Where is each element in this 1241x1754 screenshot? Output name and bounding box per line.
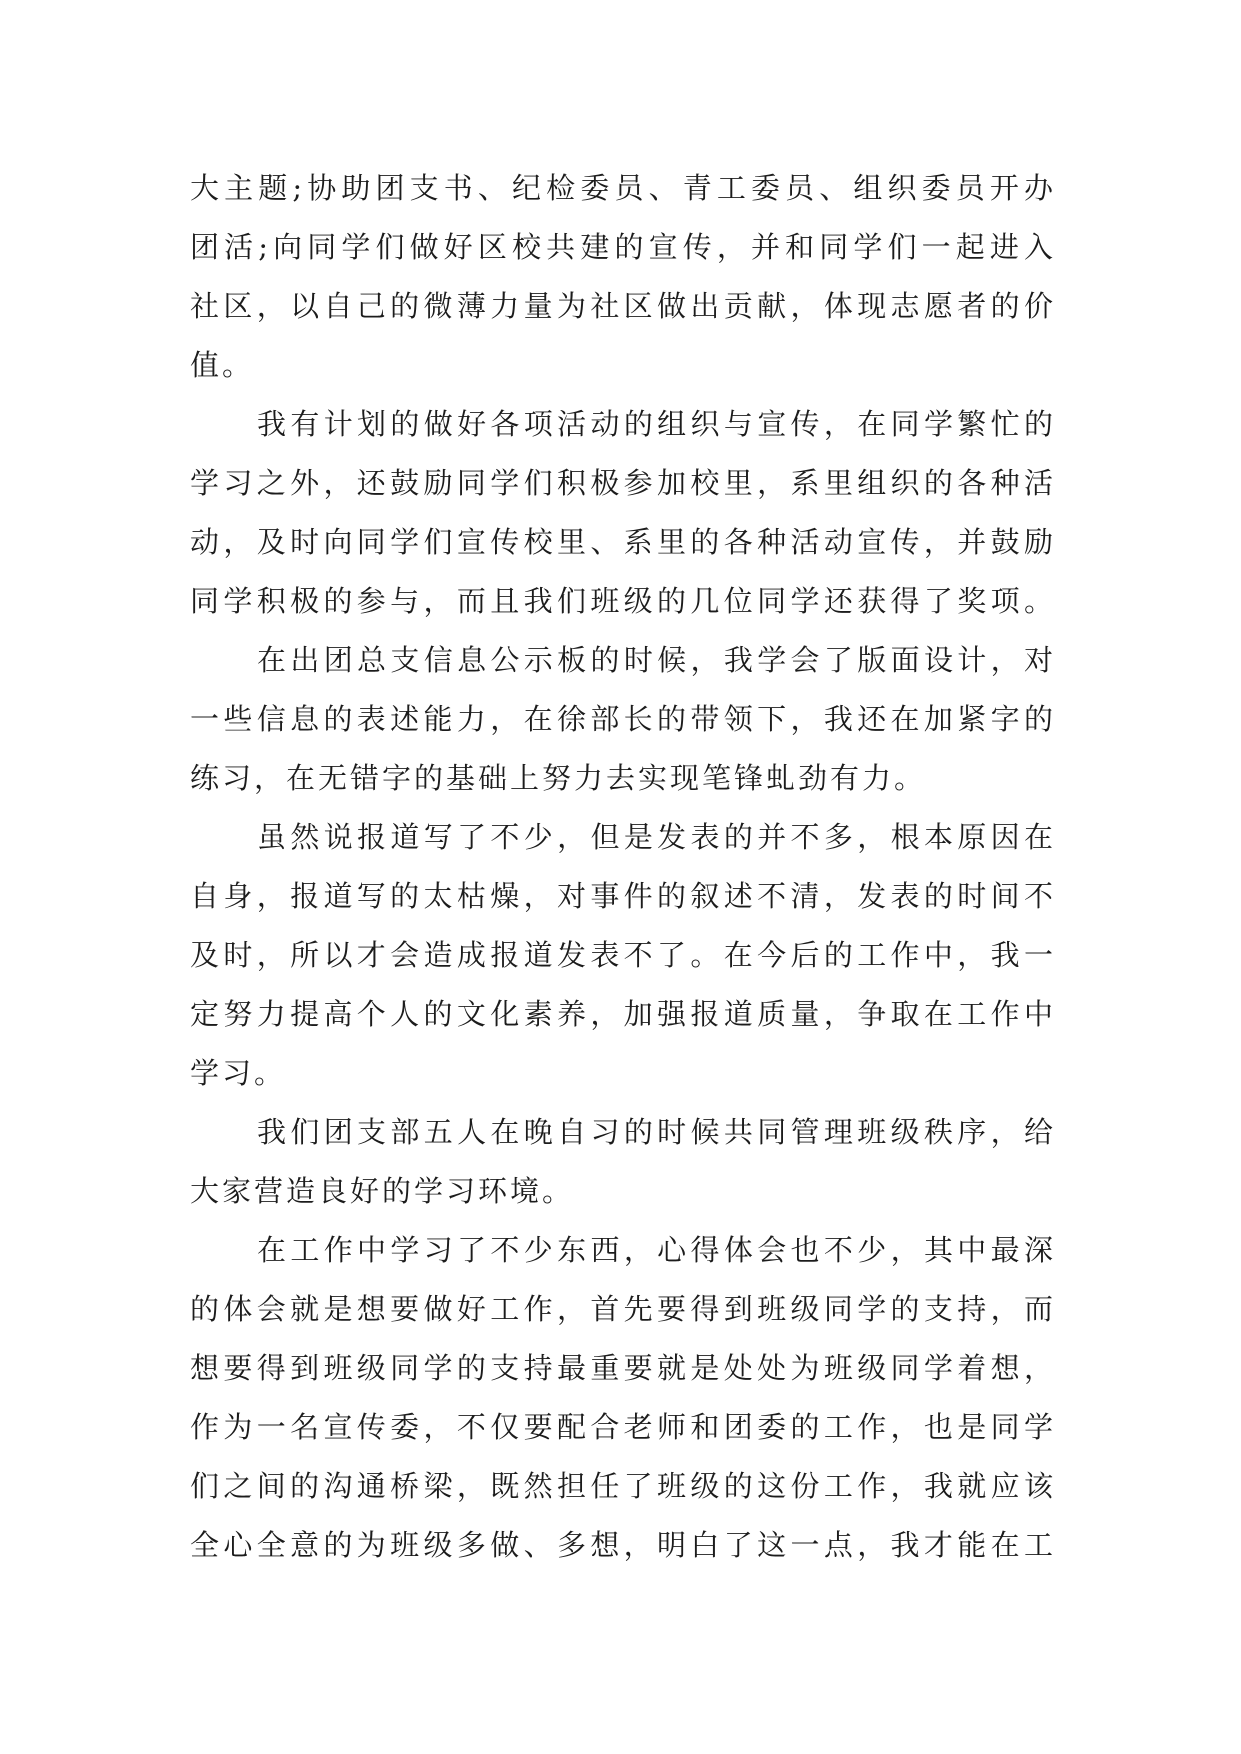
text-line: 社区，以自己的微薄力量为社区做出贡献，体现志愿者的价 (190, 289, 1056, 323)
text-line: 动，及时向同学们宣传校里、系里的各种活动宣传，并鼓励 (190, 525, 1056, 559)
text-line: 想要得到班级同学的支持最重要就是处处为班级同学着想， (190, 1351, 1056, 1385)
text-line: 我们团支部五人在晚自习的时候共同管理班级秩序，给 (257, 1115, 1056, 1149)
text-line: 定努力提高个人的文化素养，加强报道质量，争取在工作中 (190, 997, 1056, 1031)
text-line: 一些信息的表述能力，在徐部长的带领下，我还在加紧字的 (190, 702, 1056, 736)
text-line: 同学积极的参与，而且我们班级的几位同学还获得了奖项。 (190, 584, 1056, 618)
paragraph (190, 1103, 1056, 1221)
document-body (190, 159, 1056, 1575)
text-line: 在出团总支信息公示板的时候，我学会了版面设计，对 (257, 643, 1056, 677)
text-line: 在工作中学习了不少东西，心得体会也不少，其中最深 (257, 1233, 1056, 1267)
paragraph (190, 631, 1056, 808)
text-line: 练习，在无错字的基础上努力去实现笔锋虬劲有力。 (190, 761, 927, 795)
text-line: 虽然说报道写了不少，但是发表的并不多，根本原因在 (257, 820, 1056, 854)
text-line: 值。 (190, 348, 255, 382)
text-line: 大家营造良好的学习环境。 (190, 1174, 575, 1208)
text-line: 我有计划的做好各项活动的组织与宣传，在同学繁忙的 (257, 407, 1056, 441)
text-line: 团活;向同学们做好区校共建的宣传，并和同学们一起进入 (190, 230, 1056, 264)
paragraph (190, 1221, 1056, 1575)
paragraph (190, 395, 1056, 631)
text-line: 及时，所以才会造成报道发表不了。在今后的工作中，我一 (190, 938, 1056, 972)
text-line: 学习。 (190, 1056, 287, 1090)
text-line: 的体会就是想要做好工作，首先要得到班级同学的支持，而 (190, 1292, 1056, 1326)
text-line: 自身，报道写的太枯燥，对事件的叙述不清，发表的时间不 (190, 879, 1056, 913)
text-line: 作为一名宣传委，不仅要配合老师和团委的工作，也是同学 (190, 1410, 1056, 1444)
paragraph (190, 159, 1056, 395)
text-line: 们之间的沟通桥梁，既然担任了班级的这份工作，我就应该 (190, 1469, 1056, 1503)
text-line: 大主题;协助团支书、纪检委员、青工委员、组织委员开办 (190, 171, 1056, 205)
paragraph (190, 808, 1056, 1103)
text-line: 学习之外，还鼓励同学们积极参加校里，系里组织的各种活 (190, 466, 1056, 500)
text-line: 全心全意的为班级多做、多想，明白了这一点，我才能在工 (190, 1528, 1056, 1562)
